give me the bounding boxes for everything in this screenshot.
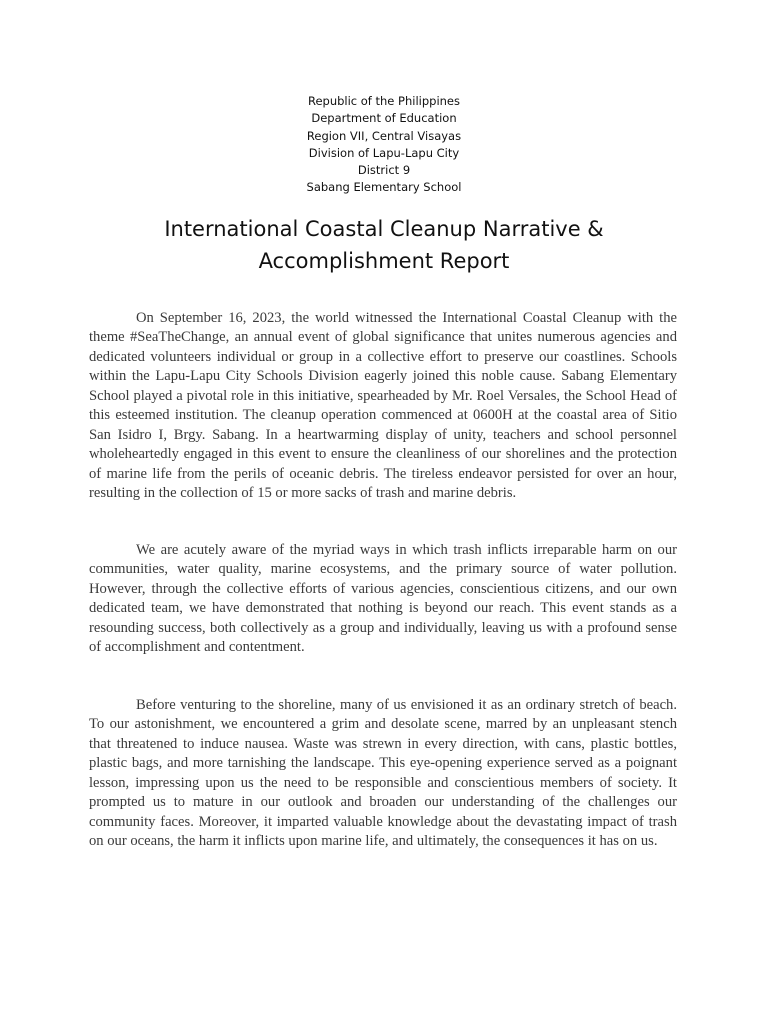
letterhead-line-country: Republic of the Philippines	[307, 94, 461, 108]
letterhead	[0, 93, 768, 197]
body-paragraph-3: Before venturing to the shoreline, many of us envisioned it as an ordinary stretch of beach. To our astonishment, we encountered a grim and desolate scene, marred by an unpleasant stench that threatened to induce nausea. Waste was strewn in every direction, with cans, plastic bottles, plastic bags, and more tarnishing the landscape. This eye-opening experience served as a poignant lesson, impressing upon us the need to be responsible and conscientious members of society. It prompted us to mature in our outlook and broaden our understanding of the challenges our community faces. Moreover, it imparted valuable knowledge about the devastating impact of trash on our oceans, the harm it inflicts upon marine life, and ultimately, the consequences it has on us.	[89, 697, 677, 850]
letterhead-line-school: Sabang Elementary School	[306, 180, 462, 195]
letterhead-line-district: District 9	[357, 163, 411, 178]
document-title-line-1: International Coastal Cleanup Narrative &	[164, 217, 604, 241]
document-title-line-2: Accomplishment Report	[258, 249, 510, 273]
body-paragraph-2: We are acutely aware of the myriad ways in which trash inflicts irreparable harm on our communities, water quality, marine ecosystems, and the primary source of water pollution. However, through the collective efforts of various agencies, conscientious citizens, and our own dedicated team, we have demonstrated that nothing is beyond our reach. This event stands as a resounding success, both collectively as a group and individually, leaving us with a profound sense of accomplishment and contentment.	[89, 542, 677, 656]
body-paragraph-1: On September 16, 2023, the world witnessed the International Coastal Cleanup with the theme #SeaTheChange, an annual event of global significance that unites numerous agencies and dedicated volunteers individual or group in a collective effort to preserve our coastlines. Schools within the Lapu-Lapu City Schools Division eagerly joined this noble cause. Sabang Elementary School played a pivotal role in this initiative, spearheaded by Mr. Roel Versales, the School Head of this esteemed institution. The cleanup operation commenced at 0600H at the coastal area of Sitio San Isidro I, Brgy. Sabang. In a heartwarming display of unity, teachers and school personnel wholeheartedly engaged in this event to ensure the cleanliness of our shorelines and the protection of marine life from the perils of oceanic debris. The tireless endeavor persisted for over an hour, resulting in the collection of 15 or more sacks of trash and marine debris.	[89, 310, 677, 502]
letterhead-line-department: Department of Education	[311, 111, 457, 126]
letterhead-line-region: Region VII, Central Visayas	[306, 128, 462, 143]
document-title	[0, 213, 768, 277]
letterhead-line-division: Division of Lapu-Lapu City	[308, 145, 460, 160]
